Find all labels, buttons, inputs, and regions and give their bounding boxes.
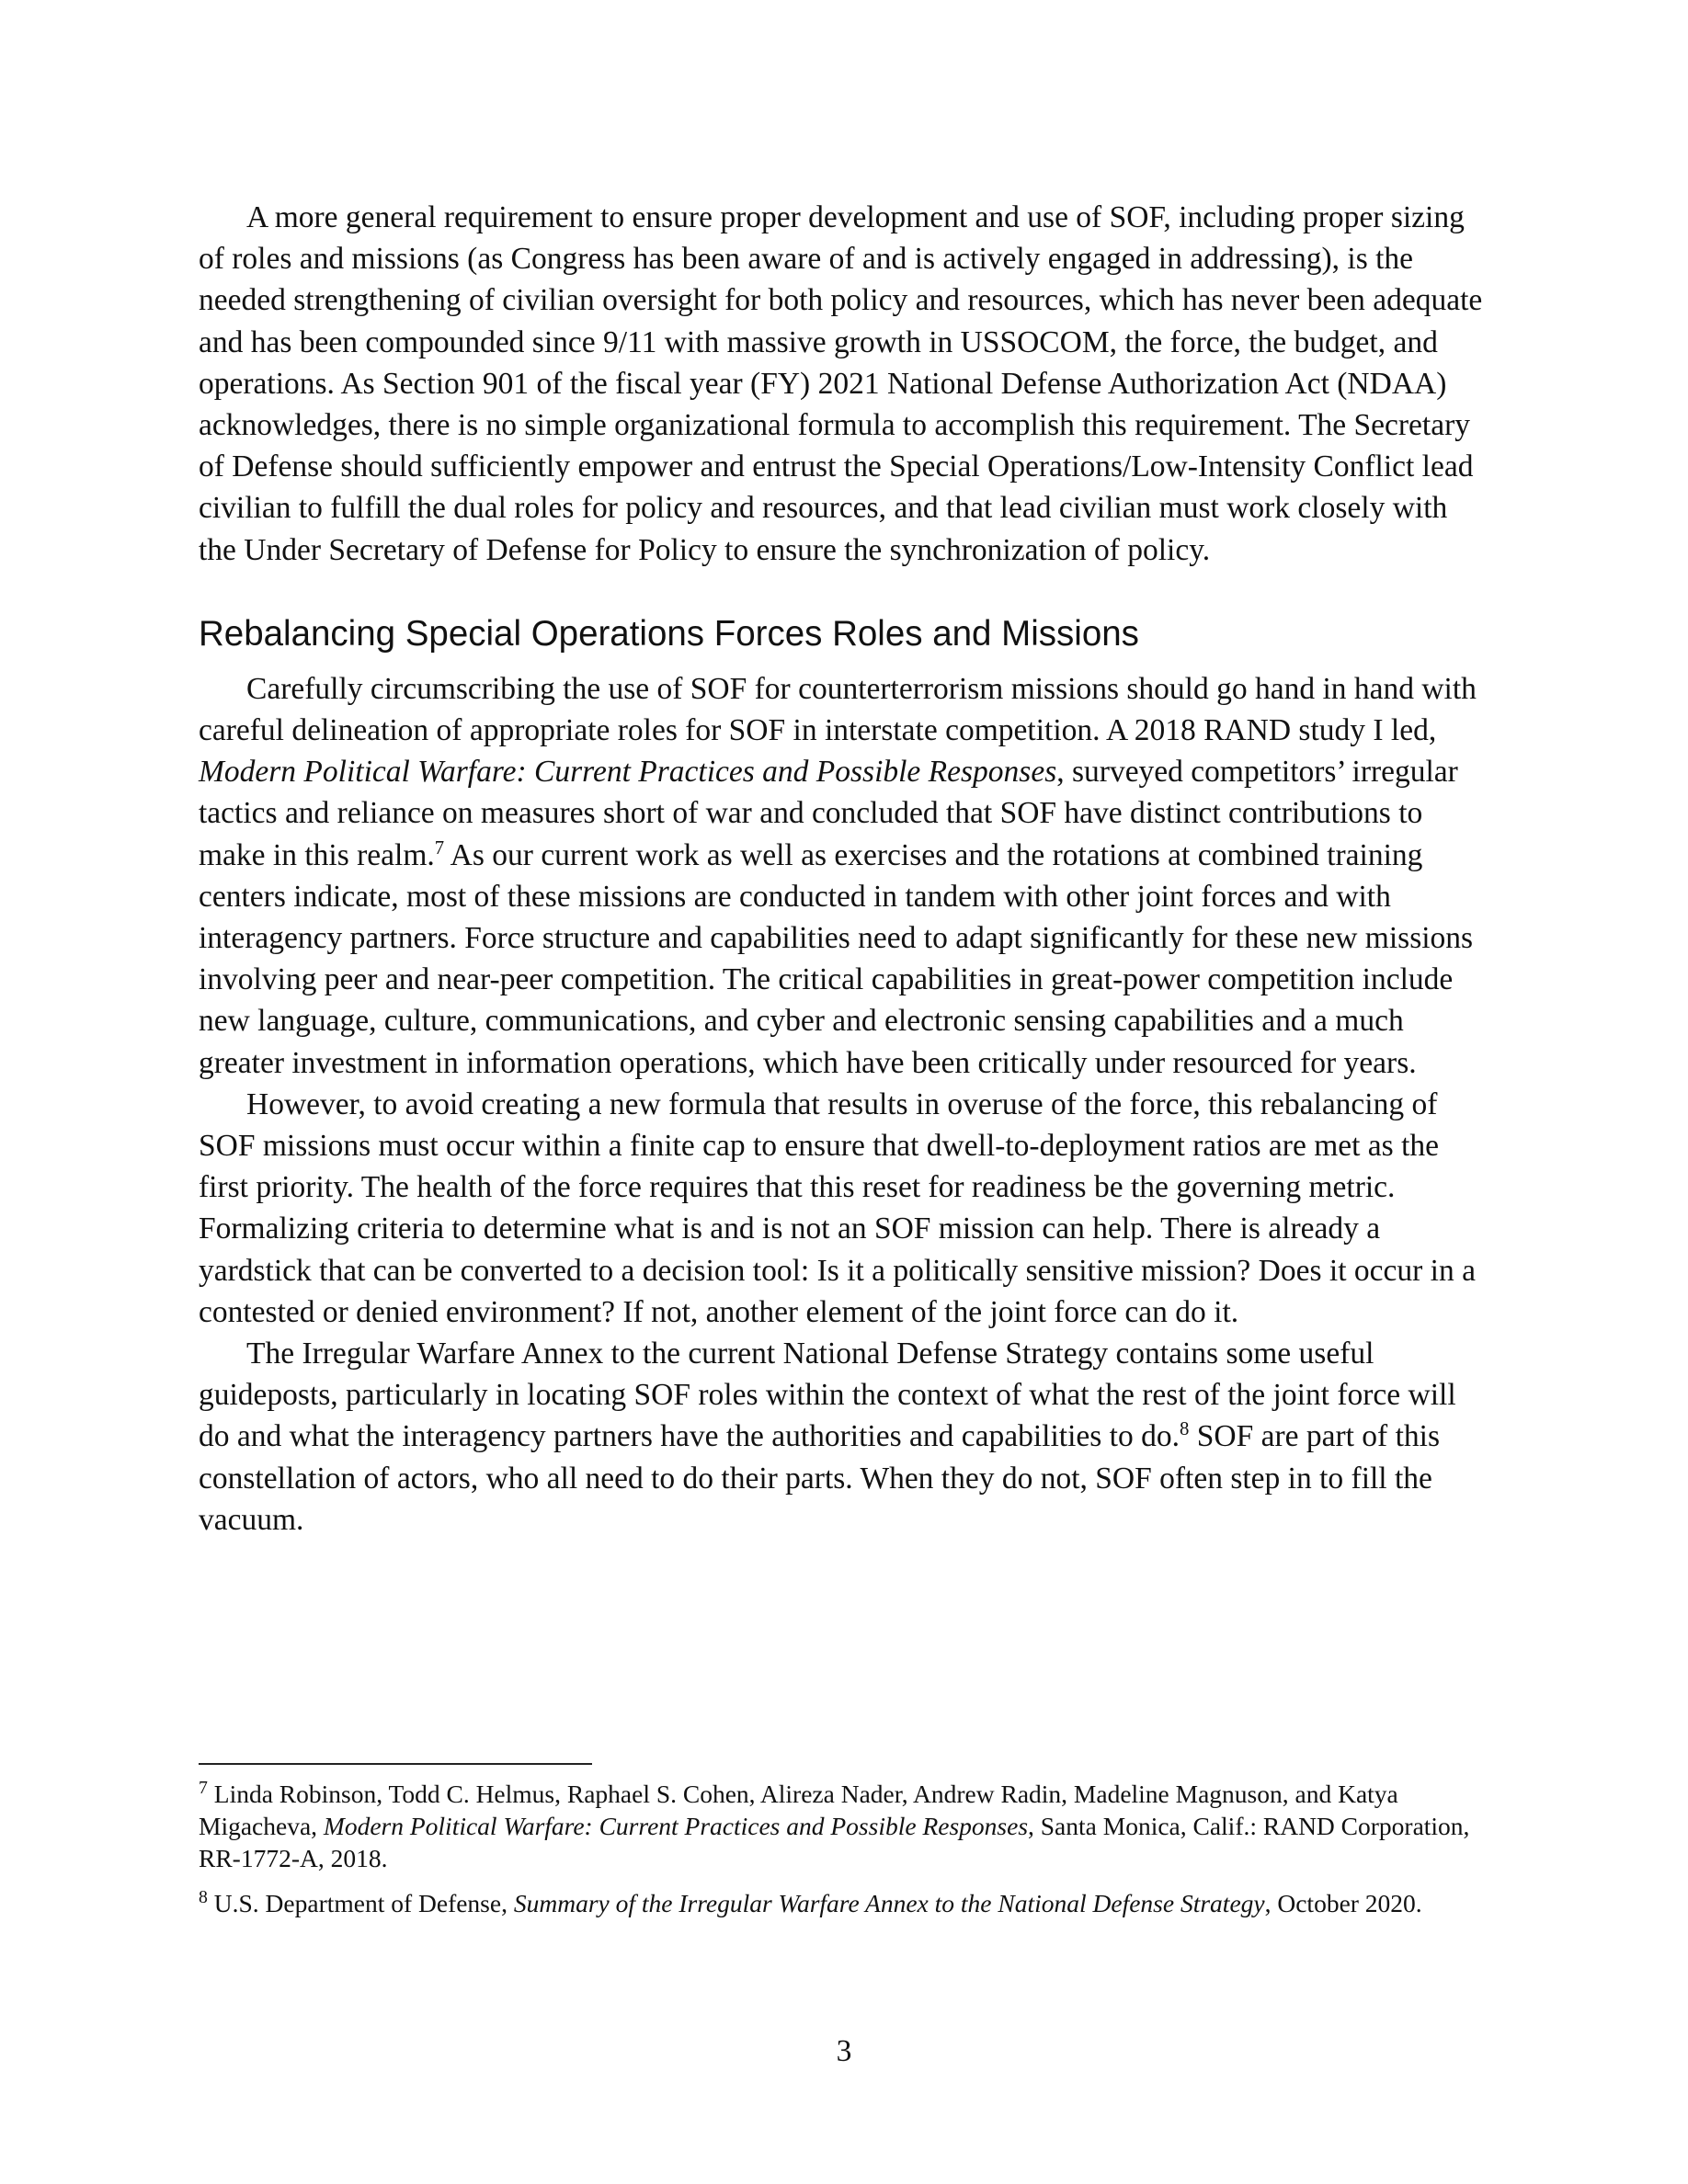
paragraph-finite-cap: However, to avoid creating a new formula that results in overuse of the force, this rebalancing of SOF missions must occur within a finite cap to ensure that dwell-to-deployment ratios are met as the first priority. The health of the force requires that this reset for readiness be the governing metric. Formalizing criteria to determine what is and is not an SOF mission can help. There is already a yardstick that can be converted to a decision tool: Is it a politically sensitive mission? Does it occur in a contested or denied environment? If not, another element of the joint force can do it.	[199, 1086, 1476, 1329]
cited-report-title: Modern Political Warfare: Current Practices and Possible Responses	[199, 755, 1057, 790]
footnote-text: , Santa Monica, Calif.: RAND Corporation, RR-1772-A, 2018.	[199, 1812, 1470, 1872]
footnotes	[199, 1763, 1489, 1932]
footnote-number: 7	[199, 1777, 208, 1798]
footnote-text: U.S. Department of Defense,	[207, 1889, 514, 1917]
footnote-7	[199, 1778, 1489, 1874]
document-body	[199, 197, 1489, 1541]
paragraph-text: SOF are part of this constellation of actors, who all need to do their parts. When they do not, SOF often step in to fill the vacuum.	[199, 1419, 1440, 1537]
footnote-separator	[199, 1763, 592, 1765]
footnote-number: 8	[199, 1886, 208, 1907]
footnote-title: Summary of the Irregular Warfare Annex to the National Defense Strategy	[513, 1889, 1265, 1917]
footnote-ref-8[interactable]: 8	[1179, 1418, 1190, 1440]
paragraph-text: , surveyed competitors’ irregular tactics and reliance on measures short of war and concluded that SOF have distinct contributions to make in this realm.	[199, 755, 1458, 872]
paragraph-text: As our current work as well as exercises and the rotations at combined training centers indicate, most of these missions are conducted in tandem with other joint forces and with interagency partners. Force structure and capabilities need to adapt significantly for these new missions involving peer and near-peer competition. The critical capabilities in great-power competition include new language, culture, communications, and cyber and electronic sensing capabilities and a much greater investment in information operations, which have been critically under resourced for years.	[199, 837, 1474, 1080]
paragraph-irregular-warfare-annex	[199, 1333, 1489, 1541]
page-number: 3	[836, 2034, 852, 2068]
paragraph-text: The Irregular Warfare Annex to the current National Defense Strategy contains some useful guideposts, particularly in locating SOF roles within the context of what the rest of the joint force will do and what the interagency partners have the authorities and capabilities to do.	[199, 1337, 1456, 1454]
footnote-title: Modern Political Warfare: Current Practices and Possible Responses	[323, 1812, 1029, 1840]
footnote-text: Linda Robinson, Todd C. Helmus, Raphael S. Cohen, Alireza Nader, Andrew Radin, Madeline Magnuson, and Katya Migacheva,	[199, 1780, 1398, 1840]
paragraph-interstate-competition	[199, 668, 1489, 1084]
section-heading: Rebalancing Special Operations Forces Roles and Missions	[199, 613, 1139, 654]
footnote-ref-7[interactable]: 7	[434, 836, 445, 859]
footnote-text: , October 2020.	[1264, 1889, 1422, 1917]
paragraph-civilian-oversight: A more general requirement to ensure proper development and use of SOF, including proper sizing of roles and missions (as Congress has been aware of and is actively engaged in addressing), is the needed strengthening of civilian oversight for both policy and resources, which has never been adequate and has been compounded since 9/11 with massive growth in USSOCOM, the force, the budget, and operations. As Section 901 of the fiscal year (FY) 2021 National Defense Authorization Act (NDAA) acknowledges, there is no simple organizational formula to accomplish this requirement. The Secretary of Defense should sufficiently empower and entrust the Special Operations/Low-Intensity Conflict lead civilian to fulfill the dual roles for policy and resources, and that lead civilian must work closely with the Under Secretary of Defense for Policy to ensure the synchronization of policy.	[199, 200, 1483, 567]
paragraph-text: Carefully circumscribing the use of SOF for counterterrorism missions should go hand in hand with careful delineation of appropriate roles for SOF in interstate competition. A 2018 RAND study I led,	[199, 671, 1477, 748]
footnote-8	[199, 1887, 1489, 1919]
